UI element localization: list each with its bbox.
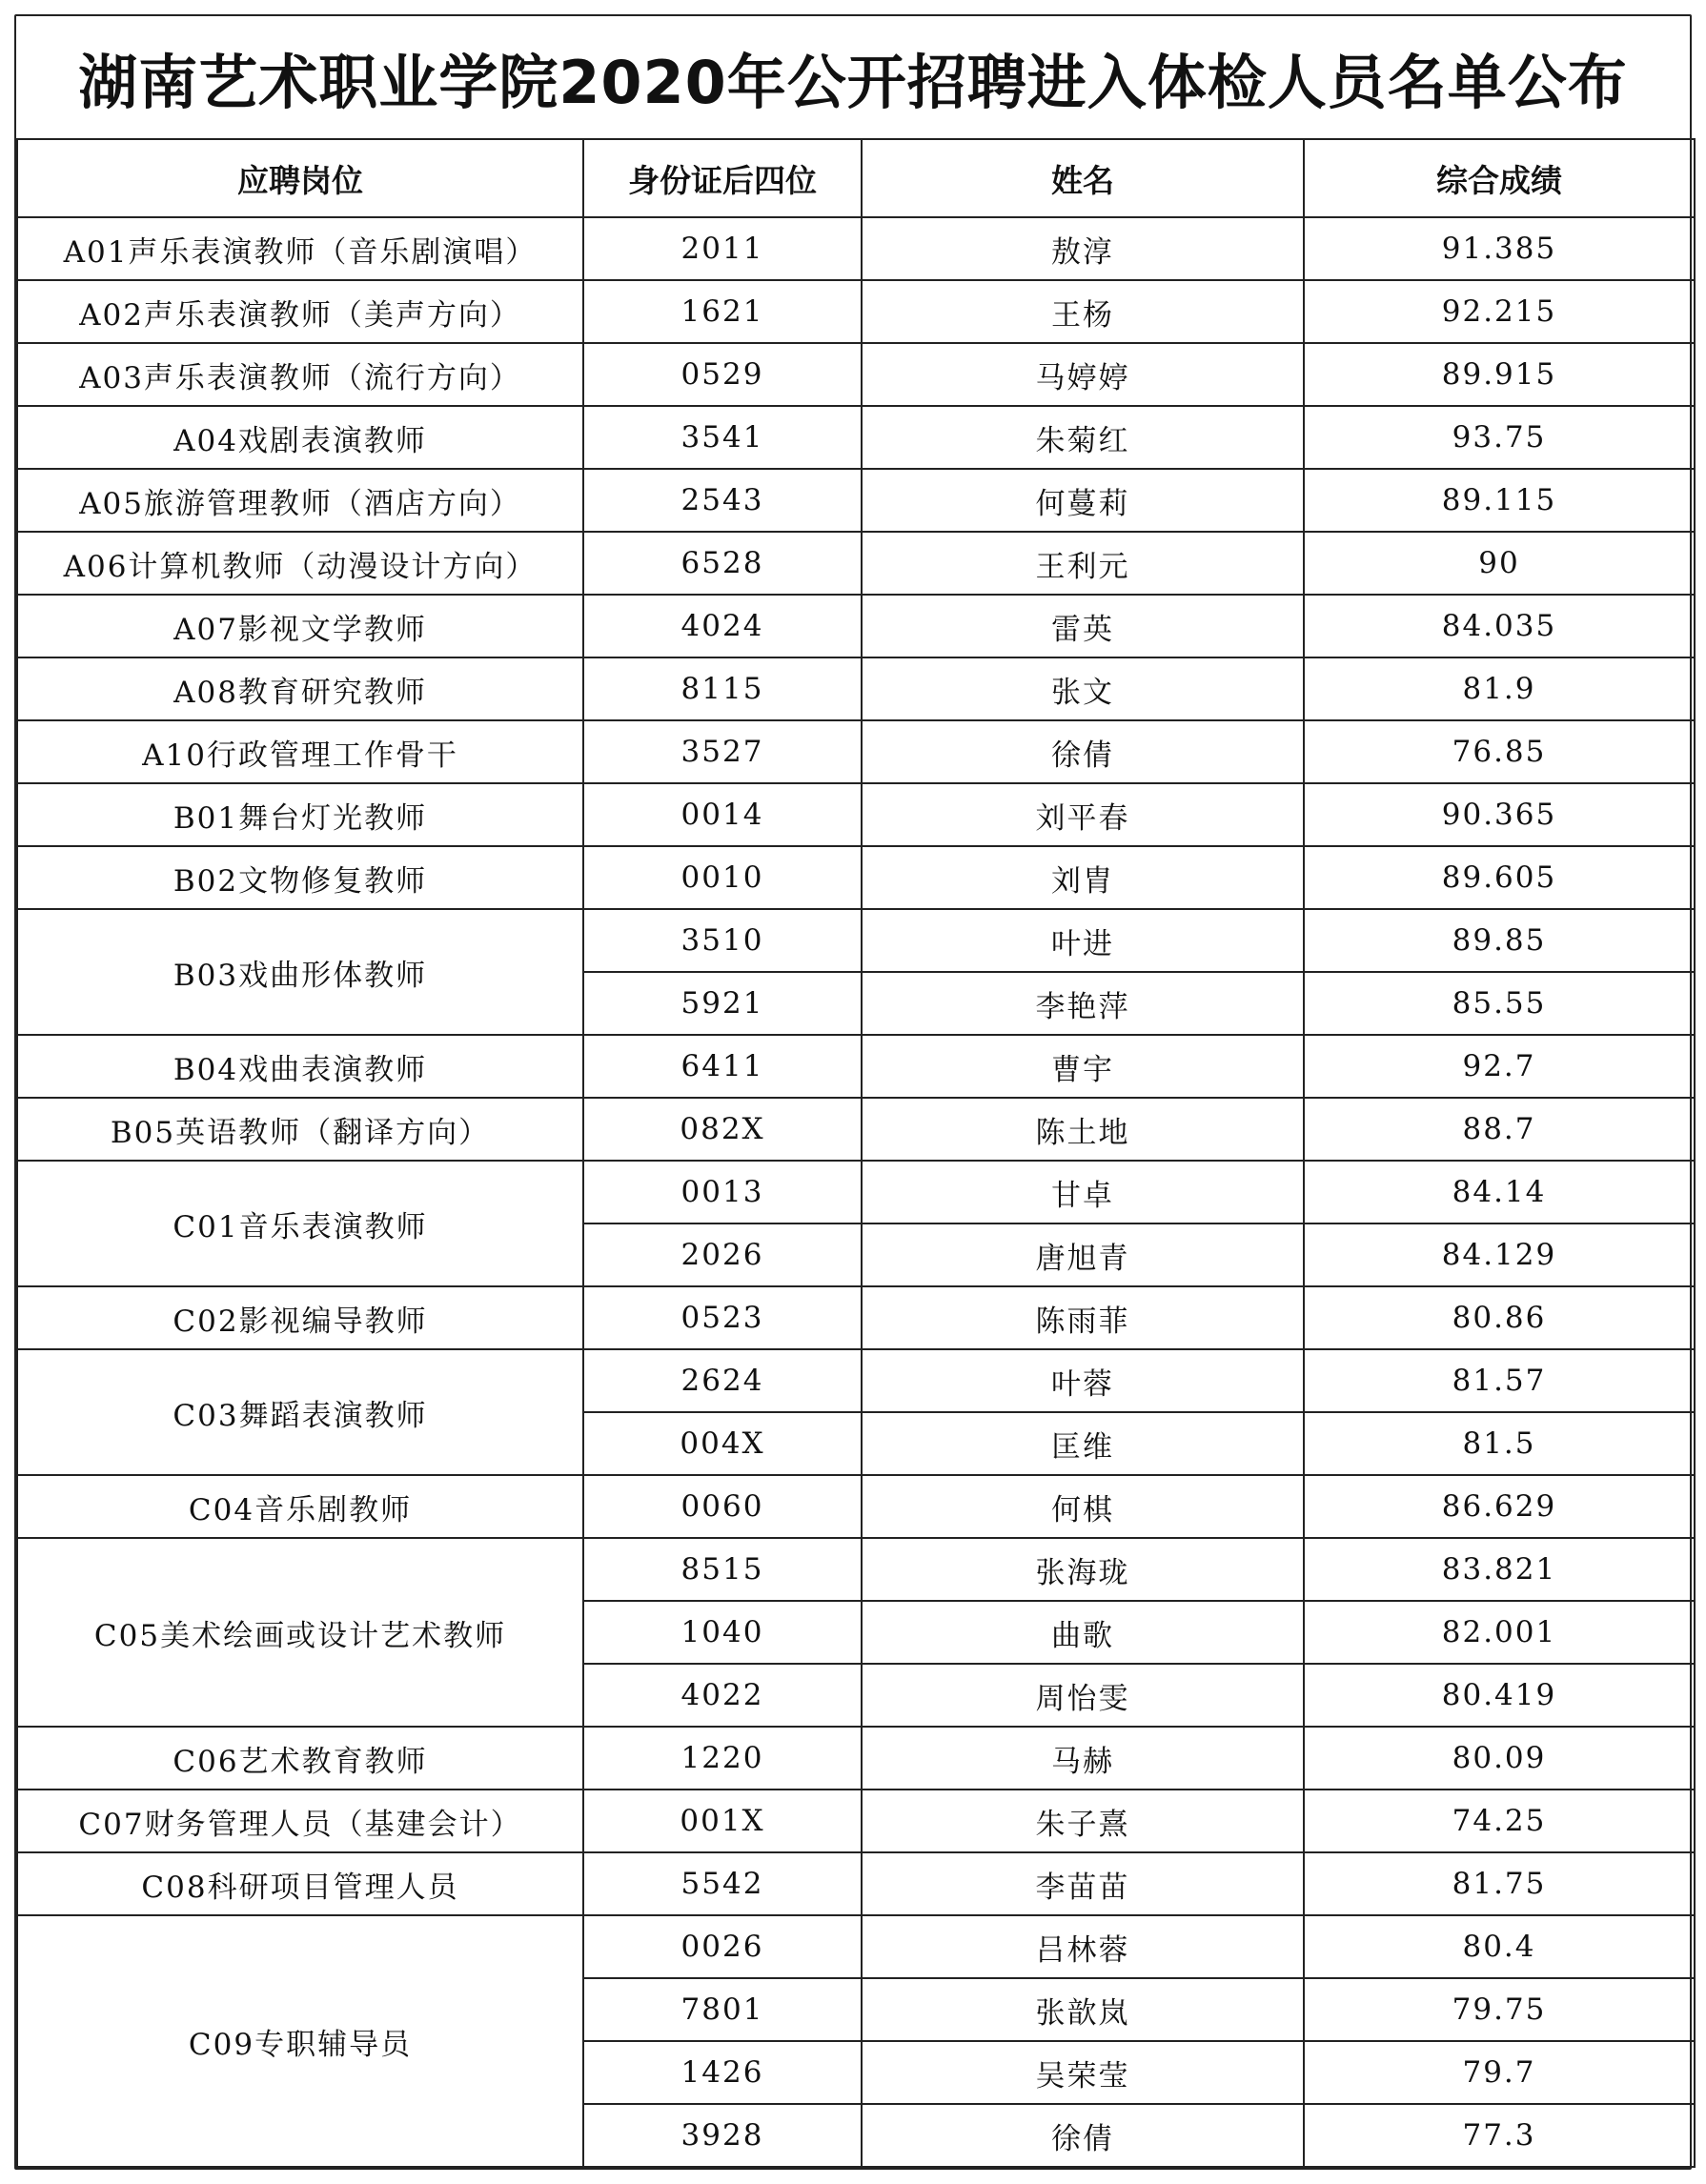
table-row (17, 1161, 1695, 1223)
cell-score: 83.821 (1304, 1538, 1695, 1601)
cell-position: B02文物修复教师 (17, 846, 583, 909)
cell-id-last4: 5921 (583, 972, 862, 1035)
header-name: 姓名 (862, 139, 1304, 217)
cell-score: 84.129 (1304, 1223, 1695, 1286)
cell-id-last4: 1220 (583, 1727, 862, 1790)
cell-id-last4: 082X (583, 1098, 862, 1161)
table-row (17, 1098, 1695, 1161)
cell-score: 80.09 (1304, 1727, 1695, 1790)
cell-name: 敖淳 (862, 217, 1304, 280)
cell-position: B05英语教师（翻译方向） (17, 1098, 583, 1161)
cell-name: 吴荣莹 (862, 2041, 1304, 2104)
cell-name: 周怡雯 (862, 1664, 1304, 1727)
table-row (17, 406, 1695, 469)
cell-id-last4: 2026 (583, 1223, 862, 1286)
table-row (17, 469, 1695, 532)
cell-position: C03舞蹈表演教师 (17, 1349, 583, 1475)
cell-position: C06艺术教育教师 (17, 1727, 583, 1790)
cell-id-last4: 2543 (583, 469, 862, 532)
cell-name: 张文 (862, 657, 1304, 720)
cell-position: C04音乐剧教师 (17, 1475, 583, 1538)
cell-id-last4: 8115 (583, 657, 862, 720)
table-row (17, 1538, 1695, 1601)
cell-id-last4: 3928 (583, 2104, 862, 2167)
cell-position: A10行政管理工作骨干 (17, 720, 583, 783)
cell-score: 91.385 (1304, 217, 1695, 280)
table-row (17, 720, 1695, 783)
table-row (17, 1035, 1695, 1098)
cell-position: A07影视文学教师 (17, 595, 583, 657)
cell-id-last4: 001X (583, 1790, 862, 1852)
cell-id-last4: 6528 (583, 532, 862, 595)
table-row (17, 343, 1695, 406)
cell-position: C08科研项目管理人员 (17, 1852, 583, 1915)
table-row (17, 532, 1695, 595)
cell-name: 王杨 (862, 280, 1304, 343)
cell-id-last4: 2011 (583, 217, 862, 280)
cell-name: 唐旭青 (862, 1223, 1304, 1286)
cell-name: 吕林蓉 (862, 1915, 1304, 1978)
cell-name: 马赫 (862, 1727, 1304, 1790)
cell-score: 89.85 (1304, 909, 1695, 972)
cell-id-last4: 2624 (583, 1349, 862, 1412)
cell-score: 84.035 (1304, 595, 1695, 657)
cell-score: 80.4 (1304, 1915, 1695, 1978)
header-score: 综合成绩 (1304, 139, 1695, 217)
cell-name: 张歆岚 (862, 1978, 1304, 2041)
cell-score: 81.5 (1304, 1412, 1695, 1475)
cell-score: 79.75 (1304, 1978, 1695, 2041)
cell-score: 79.7 (1304, 2041, 1695, 2104)
cell-position: A01声乐表演教师（音乐剧演唱） (17, 217, 583, 280)
cell-score: 92.215 (1304, 280, 1695, 343)
table-row (17, 595, 1695, 657)
cell-id-last4: 0013 (583, 1161, 862, 1223)
header-position: 应聘岗位 (17, 139, 583, 217)
cell-name: 叶进 (862, 909, 1304, 972)
cell-name: 何蔓莉 (862, 469, 1304, 532)
cell-id-last4: 0529 (583, 343, 862, 406)
cell-id-last4: 0060 (583, 1475, 862, 1538)
cell-name: 刘平春 (862, 783, 1304, 846)
cell-id-last4: 4022 (583, 1664, 862, 1727)
cell-id-last4: 0010 (583, 846, 862, 909)
cell-name: 叶蓉 (862, 1349, 1304, 1412)
cell-id-last4: 1426 (583, 2041, 862, 2104)
cell-name: 张海珑 (862, 1538, 1304, 1601)
cell-position: A03声乐表演教师（流行方向） (17, 343, 583, 406)
cell-score: 93.75 (1304, 406, 1695, 469)
cell-id-last4: 7801 (583, 1978, 862, 2041)
cell-score: 82.001 (1304, 1601, 1695, 1664)
cell-id-last4: 3527 (583, 720, 862, 783)
cell-score: 84.14 (1304, 1161, 1695, 1223)
document-sheet (14, 14, 1692, 2170)
table-row (17, 1727, 1695, 1790)
cell-score: 89.115 (1304, 469, 1695, 532)
table-row (17, 846, 1695, 909)
table-row (17, 909, 1695, 972)
cell-position: C07财务管理人员（基建会计） (17, 1790, 583, 1852)
cell-position: A08教育研究教师 (17, 657, 583, 720)
cell-id-last4: 4024 (583, 595, 862, 657)
cell-name: 李苗苗 (862, 1852, 1304, 1915)
cell-id-last4: 0026 (583, 1915, 862, 1978)
cell-id-last4: 3541 (583, 406, 862, 469)
cell-id-last4: 3510 (583, 909, 862, 972)
cell-score: 88.7 (1304, 1098, 1695, 1161)
cell-position: B03戏曲形体教师 (17, 909, 583, 1035)
cell-id-last4: 1040 (583, 1601, 862, 1664)
cell-score: 89.605 (1304, 846, 1695, 909)
header-id-last4: 身份证后四位 (583, 139, 862, 217)
cell-name: 朱菊红 (862, 406, 1304, 469)
cell-name: 李艳萍 (862, 972, 1304, 1035)
table-row (17, 1915, 1695, 1978)
table-header-row (17, 139, 1695, 217)
cell-name: 王利元 (862, 532, 1304, 595)
cell-name: 陈雨菲 (862, 1286, 1304, 1349)
cell-position: A04戏剧表演教师 (17, 406, 583, 469)
cell-name: 陈土地 (862, 1098, 1304, 1161)
table-row (17, 783, 1695, 846)
table-row (17, 1349, 1695, 1412)
cell-name: 朱子熹 (862, 1790, 1304, 1852)
cell-position: B01舞台灯光教师 (17, 783, 583, 846)
cell-score: 85.55 (1304, 972, 1695, 1035)
cell-name: 徐倩 (862, 720, 1304, 783)
cell-score: 74.25 (1304, 1790, 1695, 1852)
results-table (16, 138, 1696, 2168)
cell-score: 90 (1304, 532, 1695, 595)
cell-position: A06计算机教师（动漫设计方向） (17, 532, 583, 595)
cell-position: C01音乐表演教师 (17, 1161, 583, 1286)
cell-position: C05美术绘画或设计艺术教师 (17, 1538, 583, 1727)
table-row (17, 1286, 1695, 1349)
cell-id-last4: 6411 (583, 1035, 862, 1098)
cell-position: A05旅游管理教师（酒店方向） (17, 469, 583, 532)
cell-position: A02声乐表演教师（美声方向） (17, 280, 583, 343)
cell-id-last4: 5542 (583, 1852, 862, 1915)
cell-name: 马婷婷 (862, 343, 1304, 406)
cell-name: 雷英 (862, 595, 1304, 657)
cell-score: 89.915 (1304, 343, 1695, 406)
cell-id-last4: 8515 (583, 1538, 862, 1601)
cell-position: C02影视编导教师 (17, 1286, 583, 1349)
table-body (17, 217, 1695, 2167)
cell-name: 匡维 (862, 1412, 1304, 1475)
table-row (17, 1852, 1695, 1915)
cell-name: 甘卓 (862, 1161, 1304, 1223)
cell-id-last4: 004X (583, 1412, 862, 1475)
cell-name: 曲歌 (862, 1601, 1304, 1664)
cell-score: 81.75 (1304, 1852, 1695, 1915)
cell-id-last4: 1621 (583, 280, 862, 343)
cell-score: 90.365 (1304, 783, 1695, 846)
cell-name: 何棋 (862, 1475, 1304, 1538)
cell-position: B04戏曲表演教师 (17, 1035, 583, 1098)
cell-score: 76.85 (1304, 720, 1695, 783)
cell-name: 刘胄 (862, 846, 1304, 909)
cell-name: 曹宇 (862, 1035, 1304, 1098)
cell-score: 81.57 (1304, 1349, 1695, 1412)
cell-name: 徐倩 (862, 2104, 1304, 2167)
page-title: 湖南艺术职业学院2020年公开招聘进入体检人员名单公布 (78, 47, 1628, 117)
cell-id-last4: 0014 (583, 783, 862, 846)
cell-position: C09专职辅导员 (17, 1915, 583, 2167)
table-row (17, 280, 1695, 343)
cell-score: 86.629 (1304, 1475, 1695, 1538)
table-row (17, 657, 1695, 720)
cell-score: 80.419 (1304, 1664, 1695, 1727)
cell-score: 77.3 (1304, 2104, 1695, 2167)
table-row (17, 1790, 1695, 1852)
table-row (17, 1475, 1695, 1538)
cell-score: 80.86 (1304, 1286, 1695, 1349)
table-row (17, 217, 1695, 280)
cell-score: 92.7 (1304, 1035, 1695, 1098)
cell-score: 81.9 (1304, 657, 1695, 720)
cell-id-last4: 0523 (583, 1286, 862, 1349)
